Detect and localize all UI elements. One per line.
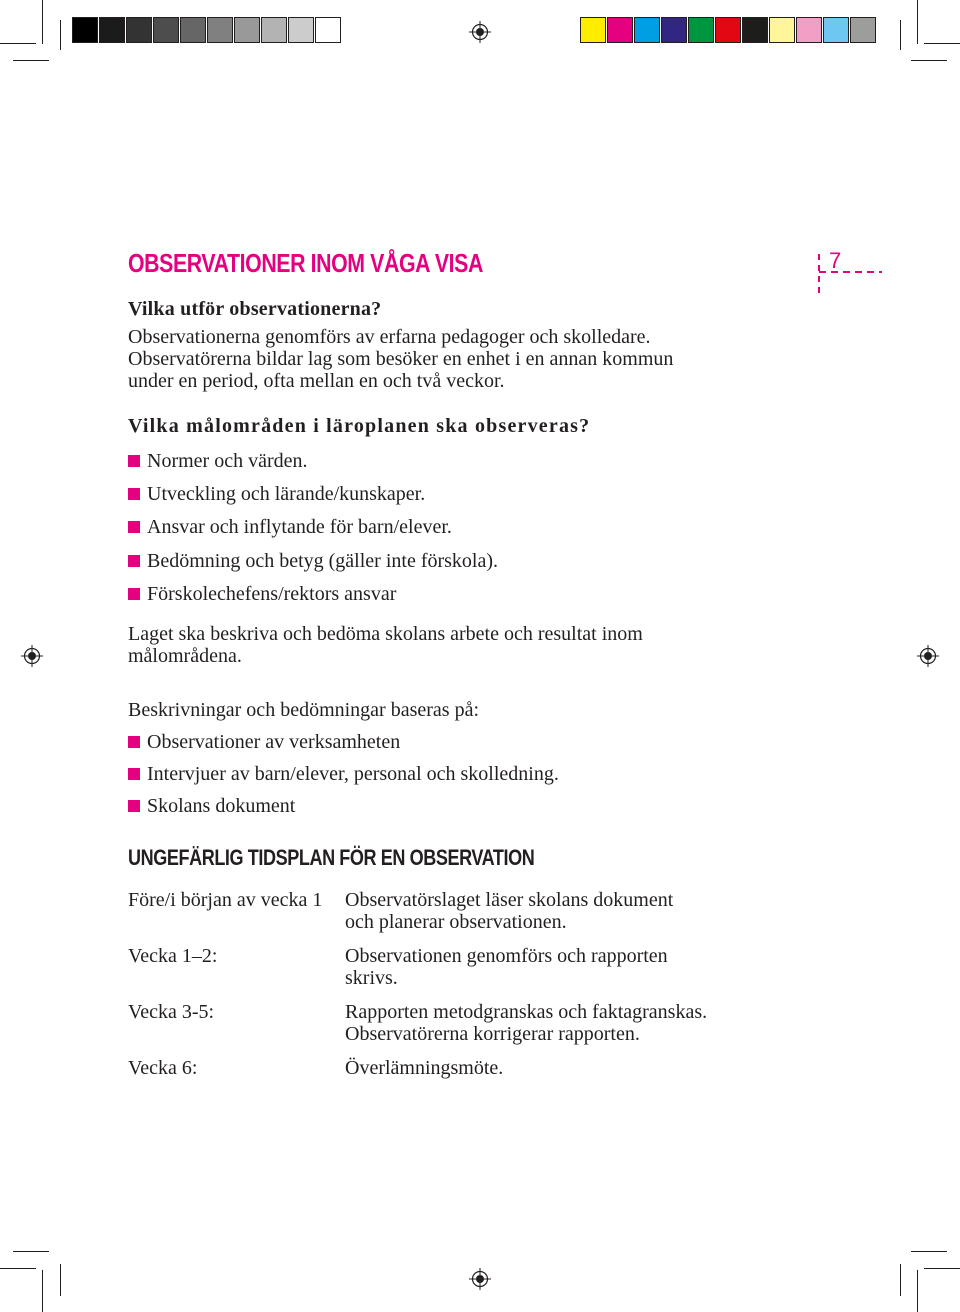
question-heading: Vilka målområden i läroplanen ska observeras?	[128, 415, 591, 437]
color-swatch	[153, 17, 179, 43]
square-bullet-icon	[128, 555, 140, 567]
paragraph-line: målområdena.	[128, 645, 242, 667]
list-item: Intervjuer av barn/elever, personal och skolledning.	[128, 763, 559, 785]
list-item: Bedömning och betyg (gäller inte förskola).	[128, 550, 498, 572]
paragraph-line: Observationerna genomförs av erfarna pedagoger och skolledare.	[128, 326, 651, 348]
registration-mark-icon	[469, 1268, 491, 1290]
color-swatch	[634, 17, 660, 43]
color-swatch	[796, 17, 822, 43]
color-swatch	[850, 17, 876, 43]
list-item: Observationer av verksamheten	[128, 731, 400, 753]
color-swatch	[234, 17, 260, 43]
square-bullet-icon	[128, 488, 140, 500]
color-swatch	[688, 17, 714, 43]
color-swatch	[126, 17, 152, 43]
registration-mark-icon	[469, 21, 491, 43]
registration-mark-icon	[917, 645, 939, 667]
section-heading: UNGEFÄRLIG TIDSPLAN FÖR EN OBSERVATION	[128, 845, 535, 870]
paragraph-line: under en period, ofta mellan en och två veckor.	[128, 370, 505, 392]
schedule-activity: Observatörslaget läser skolans dokument och planerar observationen.	[345, 889, 674, 933]
paragraph-line: Observatörerna bildar lag som besöker en enhet i en annan kommun	[128, 348, 674, 370]
process-color-bar	[580, 17, 877, 47]
schedule-when: Före/i början av vecka 1	[128, 889, 323, 911]
schedule-when: Vecka 1–2:	[128, 945, 218, 967]
color-swatch	[261, 17, 287, 43]
color-swatch	[580, 17, 606, 43]
list-item: Skolans dokument	[128, 795, 295, 817]
schedule-activity: Observationen genomförs och rapporten skrivs.	[345, 945, 668, 989]
page-number-dashed-corner	[810, 252, 885, 298]
color-swatch	[607, 17, 633, 43]
color-swatch	[315, 17, 341, 43]
paragraph-line: Beskrivningar och bedömningar baseras på:	[128, 699, 480, 721]
page-number: 7	[829, 248, 842, 273]
square-bullet-icon	[128, 521, 140, 533]
list-item: Utveckling och lärande/kunskaper.	[128, 483, 425, 505]
schedule-when: Vecka 3-5:	[128, 1001, 215, 1023]
section-heading: OBSERVATIONER INOM VÅGA VISA	[128, 248, 483, 278]
schedule-activity: Rapporten metodgranskas och faktagranskas. Observatörerna korrigerar rapporten.	[345, 1001, 708, 1045]
color-swatch	[769, 17, 795, 43]
color-swatch	[288, 17, 314, 43]
schedule-when: Vecka 6:	[128, 1057, 198, 1079]
list-item: Normer och värden.	[128, 450, 308, 472]
color-swatch	[661, 17, 687, 43]
square-bullet-icon	[128, 768, 140, 780]
registration-mark-icon	[21, 645, 43, 667]
paragraph-line: Laget ska beskriva och bedöma skolans arbete och resultat inom	[128, 623, 643, 645]
square-bullet-icon	[128, 736, 140, 748]
color-swatch	[72, 17, 98, 43]
list-item: Förskolechefens/rektors ansvar	[128, 583, 396, 605]
color-swatch	[742, 17, 768, 43]
color-swatch	[99, 17, 125, 43]
color-swatch	[180, 17, 206, 43]
color-swatch	[823, 17, 849, 43]
color-swatch	[207, 17, 233, 43]
square-bullet-icon	[128, 588, 140, 600]
color-swatch	[715, 17, 741, 43]
square-bullet-icon	[128, 455, 140, 467]
schedule-activity: Överlämningsmöte.	[345, 1057, 504, 1079]
question-heading: Vilka utför observationerna?	[128, 298, 382, 320]
square-bullet-icon	[128, 800, 140, 812]
list-item: Ansvar och inflytande för barn/elever.	[128, 516, 452, 538]
grayscale-color-bar	[72, 17, 342, 47]
